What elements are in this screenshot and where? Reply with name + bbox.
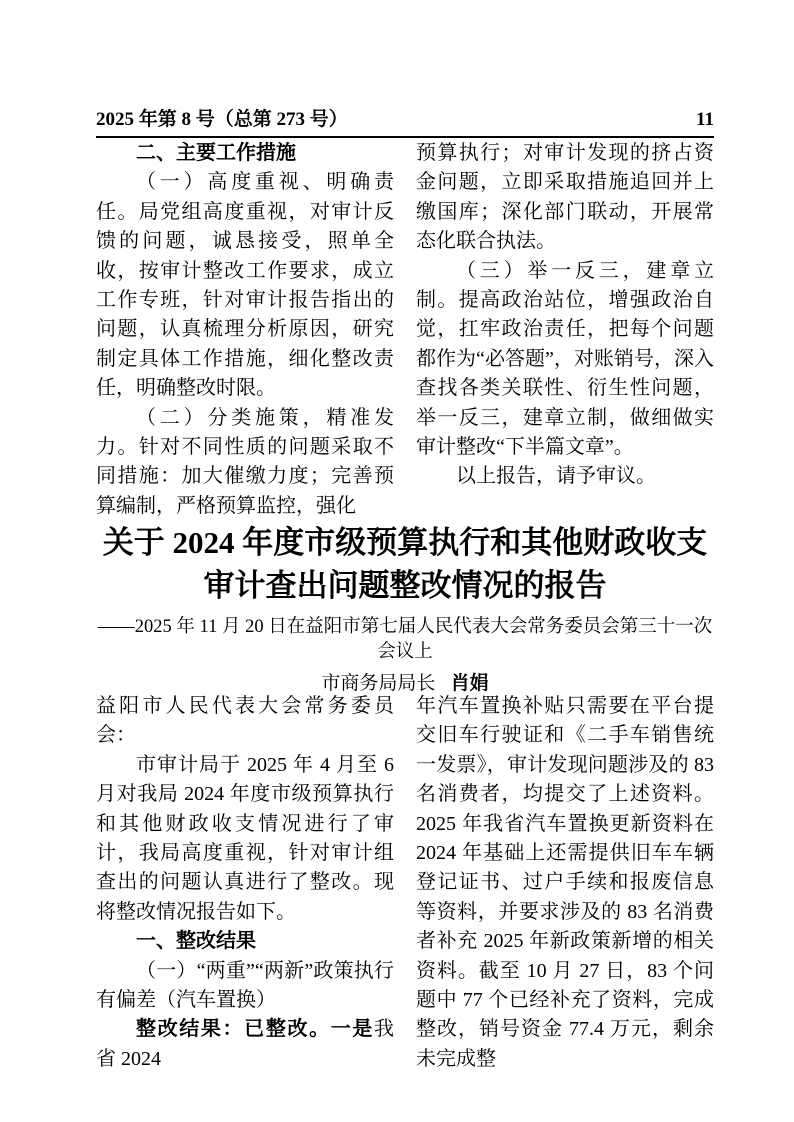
salutation: 益阳市人民代表大会常务委员会： [96,695,394,747]
top-right-column [416,139,715,488]
closing-line: 以上报告，请予审议。 [456,465,656,488]
body-section [96,692,714,1070]
author-name: 肖娟 [450,673,489,694]
paragraph-intro: 市审计局于 2025 年 4 月至 6 月对我局 2024 年度市级预算执行和其他财政收支情况进行了审计，我局高度重视，针对审计组查出的问题认真进行了整改。现将整改情况报告如下。 [96,753,394,923]
article-title [96,521,714,607]
paragraph-lead: （一）高度重视、明确责任。 [96,171,394,223]
paragraph-measure-2 [96,404,394,522]
subheading-issue-1: （一）“两重”“两新”政策执行有偏差（汽车置换） [96,959,394,1012]
paragraph-measure-2-continued: 预算执行；对审计发现的挤占资金问题，立即采取措施追回并上缴国库；深化部门联动，开展常态化联合执法。 [416,142,714,253]
top-left-column [96,139,395,517]
top-section [96,139,715,517]
section-heading-results: 一、整改结果 [136,930,256,953]
page-number: 11 [696,109,714,130]
result-lead: 整改结果：已整改。一是 [136,1018,374,1041]
paragraph-text: 提高政治站位，增强政治自觉，扛牢政治责任，把每个问题都作为“必答题”，对账销号，深入查找各类关联性、衍生性问题，举一反三，建章立制，做细做实审计整改“下半篇文章”。 [416,289,715,459]
body-left-column [96,692,394,1070]
paragraph-result [96,1015,394,1074]
result-text: 我省 2024 [96,1018,394,1070]
paragraph-lead: （二）分类施策，精准发力。 [96,406,394,459]
body-right-column [416,692,714,1070]
paragraph-lead: （三）举一反三，建章立制。 [416,259,714,312]
article-head [96,521,714,697]
paragraph-measure-3 [416,257,714,463]
issue-label: 2025 年第 8 号（总第 273 号） [96,109,348,130]
paragraph-text: 针对不同性质的问题采取不同措施：加大催缴力度；完善预算编制，严格预算监控，强化 [96,436,395,517]
author-role: 市商务局局长 [321,673,436,694]
article-subtitle: ——2025 年 11 月 20 日在益阳市第七届人民代表大会常务委员会第三十一次会议上 [97,617,713,662]
paragraph-result-continued: 年汽车置换补贴只需要在平台提交旧车行驶证和《二手车销售统一发票》，审计发现问题涉及的 83 名消费者，均提交了上述资料。2025 年我省汽车置换更新资料在 2024 年基础上还需提供旧车车辆登记证书、过户手续和报废信息等资料，并要求涉及的 83 名消费者补充 2025 年新政策新增的相关资料。截至 10 月 27 日，83 个问题中 77 个已经补充了资料，完成整改，销号资金 77.4 万元，剩余未完成整 [416,695,714,1070]
article-title-line1: 关于 2024 年度市级预算执行和其他财政收支 [102,525,708,560]
paragraph-measure-1 [96,168,394,403]
running-header [96,104,714,138]
article-title-line2: 审计查出问题整改情况的报告 [203,568,607,603]
paragraph-text: 局党组高度重视，对审计反馈的问题，诚恳接受，照单全收，按审计整改工作要求，成立工作专班，针对审计报告指出的问题，认真梳理分析原因，研究制定具体工作措施，细化整改责任，明确整改时限。 [96,200,395,400]
section-heading-measures: 二、主要工作措施 [136,142,296,164]
